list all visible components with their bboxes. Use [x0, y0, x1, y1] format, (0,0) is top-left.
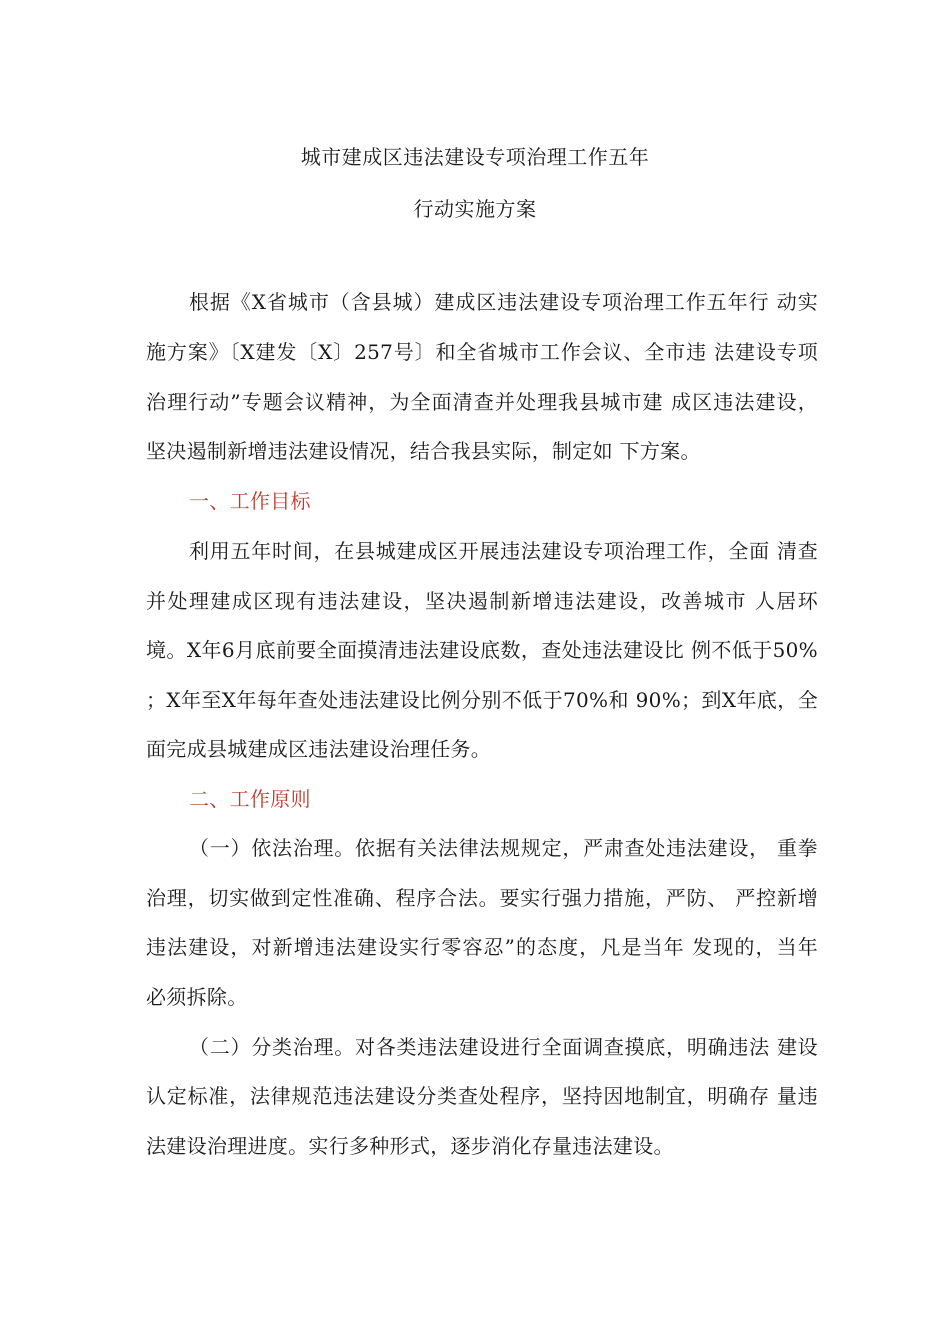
- principle-1-line-2: 治理，切实做到定性准确、程序合法。要实行强力措施，严防、 严控新增: [146, 886, 818, 910]
- section-1-line-5: 面完成县城建成区违法建设治理任务。: [146, 737, 492, 761]
- principle-1-line-3: 违法建设，对新增违法建设实行零容忍”的态度，凡是当年 发现的，当年: [146, 935, 818, 959]
- principle-1-line-1: （一）依法治理。依据有关法律法规规定，严肃查处违法建设， 重拳: [189, 836, 818, 860]
- section-2-heading: 二、工作原则: [189, 787, 311, 811]
- intro-line-4: 坚决遏制新增违法建设情况，结合我县实际，制定如 下方案。: [146, 439, 701, 463]
- intro-line-3: 治理行动”专题会议精神，为全面清查并处理我县城市建 成区违法建设，: [146, 390, 818, 414]
- document-title-line-1: 城市建成区违法建设专项治理工作五年: [300, 145, 650, 169]
- principle-2-line-1: （二）分类治理。对各类违法建设进行全面调查摸底，明确违法 建设: [189, 1035, 818, 1059]
- document-title-line-2: 行动实施方案: [413, 197, 537, 221]
- section-1-line-4: ；X年至X年每年查处违法建设比例分别不低于70%和 90%；到X年底，全: [146, 688, 818, 712]
- section-1-line-1: 利用五年时间，在县城建成区开展违法建设专项治理工作，全面 清查: [189, 539, 818, 563]
- principle-1-line-4: 必须拆除。: [146, 985, 248, 1009]
- intro-line-2: 施方案》〔X建发〔X〕257号〕和全省城市工作会议、全市违 法建设专项: [146, 340, 818, 364]
- principle-2-line-2: 认定标准，法律规范违法建设分类查处程序，坚持因地制宜，明确存 量违: [146, 1084, 818, 1108]
- section-1-line-3: 境。X年6月底前要全面摸清违法建设底数，查处违法建设比 例不低于50%: [146, 638, 818, 662]
- principle-2-line-3: 法建设治理进度。实行多种形式，逐步消化存量违法建设。: [146, 1134, 674, 1158]
- section-1-heading: 一、工作目标: [189, 489, 311, 513]
- intro-line-1: 根据《X省城市（含县城）建成区违法建设专项治理工作五年行 动实: [189, 290, 818, 314]
- section-1-line-2: 并处理建成区现有违法建设，坚决遏制新增违法建设，改善城市 人居环: [146, 589, 818, 613]
